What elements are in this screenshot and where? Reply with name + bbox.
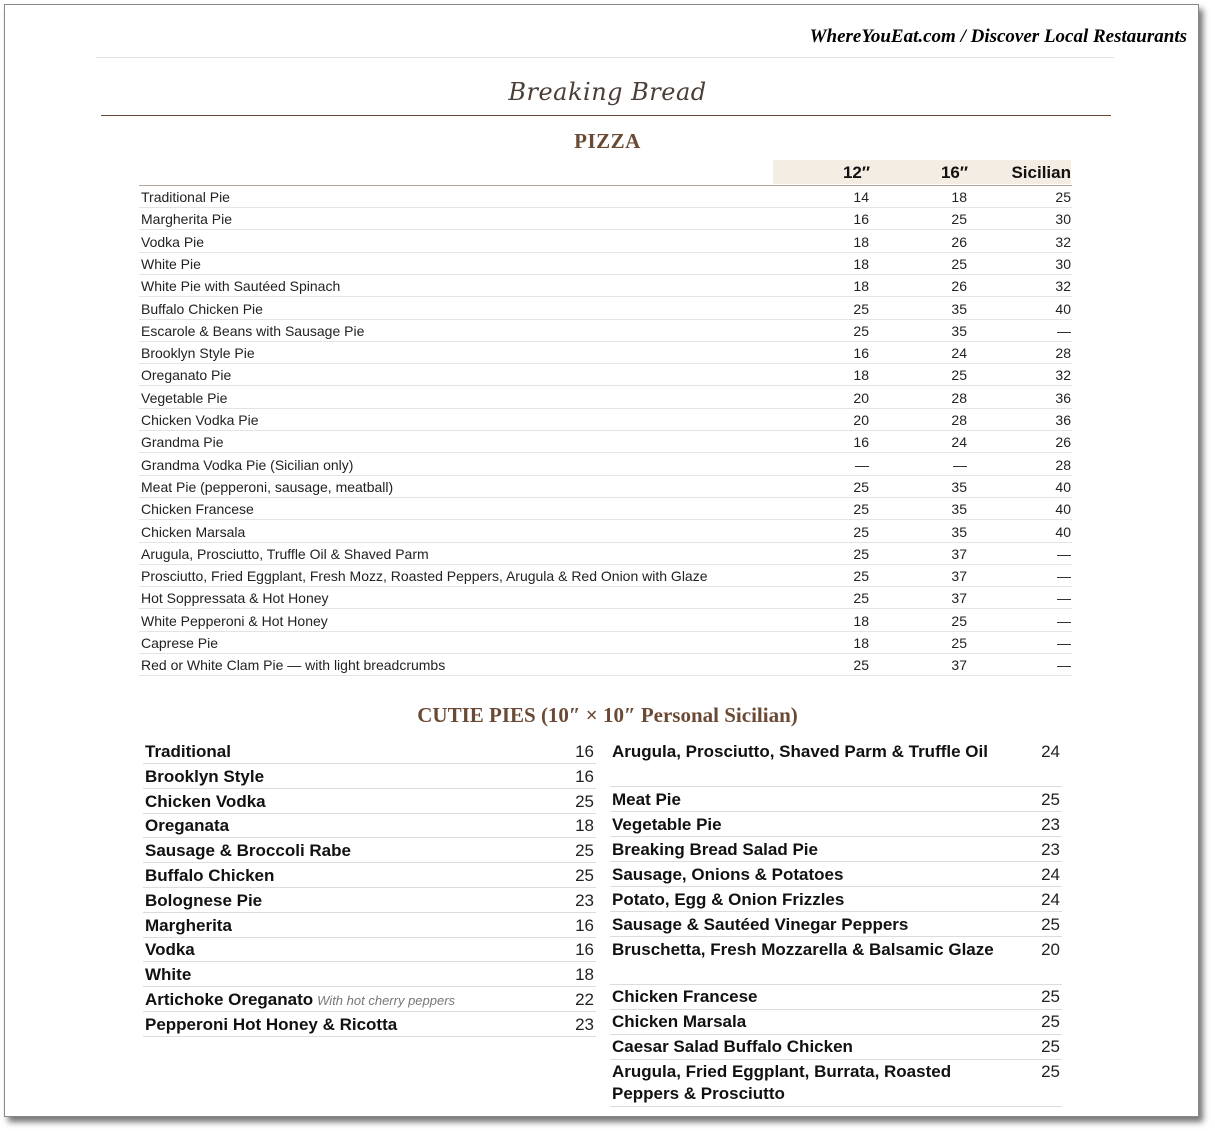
cutie-pie-note: With hot cherry peppers	[317, 993, 456, 1008]
cutie-pie-price: 25	[1041, 987, 1060, 1006]
price-12: 20	[853, 412, 869, 428]
restaurant-name: Breaking Bread	[508, 78, 707, 106]
pizza-row	[139, 565, 1072, 587]
price-16: 25	[951, 367, 967, 384]
pizza-item-name: Traditional Pie	[141, 189, 230, 205]
cutie-pie-name	[612, 789, 994, 811]
pizza-item-name: Meat Pie (pepperoni, sausage, meatball)	[141, 478, 394, 495]
pizza-item-name: Grandma Pie	[141, 434, 224, 451]
price-sicilian: 32	[1055, 233, 1071, 250]
cutie-pie-name	[145, 840, 528, 862]
cutie-pie-name-text: Oreganata	[145, 816, 230, 836]
pizza-section-title: PIZZA	[574, 129, 641, 153]
pizza-item-name: White Pie	[141, 255, 201, 272]
price-12: 25	[853, 523, 869, 540]
cutie-pie-name-text: Chicken Marsala	[612, 1012, 747, 1031]
price-12: 25	[853, 657, 869, 674]
cutie-pie-row	[143, 740, 596, 764]
pizza-item-name: Buffalo Chicken Pie	[141, 300, 263, 317]
pizza-item-name: Grandma Vodka Pie (Sicilian only)	[141, 456, 354, 473]
pizza-row	[139, 476, 1072, 498]
cutie-pie-name-text: Arugula, Fried Eggplant, Burrata, Roasted Peppers & Prosciutto	[612, 1062, 952, 1103]
cutie-pie-name-text: Sausage & Broccoli Rabe	[145, 841, 351, 861]
cutie-pie-price: 25	[575, 866, 594, 885]
price-12: 18	[853, 278, 869, 295]
price-sicilian: 30	[1055, 255, 1071, 272]
cutie-pie-price: 25	[1041, 914, 1060, 934]
price-sicilian: 36	[1055, 389, 1071, 406]
cutie-pie-price: 23	[575, 890, 594, 910]
cutie-pie-row	[610, 788, 1062, 813]
price-sicilian: —	[1057, 612, 1071, 629]
cutie-pie-price: 25	[1041, 1062, 1060, 1081]
pizza-row	[139, 587, 1072, 609]
pizza-item-name: Caprese Pie	[141, 635, 219, 651]
price-16: 26	[951, 233, 967, 250]
price-16: 24	[951, 345, 967, 362]
price-12: 18	[853, 255, 869, 272]
cutie-pie-row	[143, 765, 596, 789]
price-sicilian: 25	[1055, 189, 1071, 205]
cutie-pie-name	[145, 865, 528, 887]
pizza-row	[139, 543, 1072, 565]
price-16: 35	[951, 300, 967, 317]
price-16: 37	[951, 590, 967, 607]
price-12: 25	[853, 590, 869, 607]
price-12: 18	[853, 233, 869, 250]
cutie-pie-name-text: Chicken Vodka	[145, 791, 266, 811]
cutie-pie-name-text: Brooklyn Style	[145, 766, 265, 786]
cutie-pie-name-text: Sausage, Onions & Potatoes	[612, 864, 844, 884]
cutie-pie-name-text: Bolognese Pie	[145, 890, 263, 910]
price-sicilian: —	[1057, 568, 1071, 585]
cutie-pie-name-text: Bruschetta, Fresh Mozzarella & Balsamic Glaze	[612, 939, 994, 959]
cutie-pie-name	[612, 986, 994, 1008]
pizza-row	[139, 632, 1072, 654]
cutie-pie-row	[610, 913, 1062, 938]
cutie-pie-name	[145, 989, 528, 1012]
price-12: 25	[853, 322, 869, 339]
price-sicilian: —	[1057, 545, 1071, 562]
price-16: 25	[951, 255, 967, 272]
cutie-pie-price: 25	[1041, 789, 1060, 809]
pizza-row	[139, 208, 1072, 230]
pizza-row	[139, 454, 1072, 476]
cutie-pie-name	[145, 815, 528, 837]
price-16: 25	[951, 612, 967, 629]
column-header-sicilian: Sicilian	[1011, 163, 1071, 182]
cutie-pie-row	[143, 988, 596, 1012]
cutie-pie-price: 16	[575, 742, 594, 761]
cutie-pie-name	[145, 890, 528, 912]
pizza-item-name: Oreganato Pie	[141, 367, 232, 384]
cutie-pie-row	[610, 838, 1062, 863]
cutie-pie-price: 24	[1041, 889, 1060, 909]
price-12: 18	[853, 635, 869, 651]
cutie-pie-name-text: Pepperoni Hot Honey & Ricotta	[145, 1014, 398, 1034]
pizza-row	[139, 275, 1072, 297]
pizza-item-name: Brooklyn Style Pie	[141, 345, 255, 362]
price-16: 26	[951, 278, 967, 295]
site-watermark: WhereYouEat.com / Discover Local Restaurants	[809, 26, 1187, 47]
cutie-pie-price: 25	[1041, 1012, 1060, 1031]
pizza-item-name: Chicken Marsala	[141, 523, 246, 540]
cutie-pie-row	[143, 814, 596, 838]
cutie-pie-name	[612, 889, 994, 911]
price-sicilian: 30	[1055, 211, 1071, 228]
cutie-pie-name	[612, 741, 994, 763]
cutie-pie-row	[610, 1010, 1062, 1035]
cutie-pie-row	[610, 813, 1062, 838]
price-12: 16	[853, 434, 869, 451]
pizza-item-name: Arugula, Prosciutto, Truffle Oil & Shaved Parm	[141, 545, 429, 562]
price-16: 28	[951, 412, 967, 428]
price-12: 16	[853, 211, 869, 228]
cutie-pie-price: 25	[1041, 1037, 1060, 1056]
price-sicilian: 40	[1055, 478, 1071, 495]
price-sicilian: —	[1057, 590, 1071, 607]
cutie-pie-name	[612, 814, 994, 836]
cutie-pie-price: 23	[1041, 814, 1060, 834]
cutie-pie-row	[610, 888, 1062, 913]
cutie-pies-section-title: CUTIE PIES (10″ × 10″ Personal Sicilian)	[417, 703, 798, 727]
price-12: 18	[853, 367, 869, 384]
cutie-pie-name-text: Meat Pie	[612, 789, 681, 809]
top-divider	[96, 57, 1114, 58]
cutie-pie-name	[145, 1014, 528, 1036]
price-sicilian: 36	[1055, 412, 1071, 428]
cutie-pie-price: 25	[575, 841, 594, 861]
pizza-row	[139, 431, 1072, 453]
price-sicilian: 32	[1055, 367, 1071, 384]
price-sicilian: —	[1057, 322, 1071, 339]
cutie-pie-price: 20	[1041, 939, 1060, 959]
cutie-pie-name-text: Traditional	[145, 742, 231, 761]
cutie-pie-name-text: Vegetable Pie	[612, 814, 722, 834]
price-16: 35	[951, 478, 967, 495]
pizza-item-name: Hot Soppressata & Hot Honey	[141, 590, 329, 607]
cutie-pie-name-text: Chicken Francese	[612, 987, 758, 1006]
cutie-pie-name	[612, 914, 994, 936]
price-sicilian: 28	[1055, 456, 1071, 473]
cutie-pie-price: 24	[1041, 742, 1060, 761]
price-16: 18	[951, 189, 967, 205]
pizza-row	[139, 364, 1072, 386]
pizza-row	[139, 521, 1072, 543]
price-16: 37	[951, 545, 967, 562]
pizza-item-name: Prosciutto, Fried Eggplant, Fresh Mozz, Roasted Peppers, Arugula & Red Onion with Glaze	[141, 568, 708, 585]
pizza-item-name: Red or White Clam Pie — with light breadcrumbs	[141, 657, 446, 674]
cutie-pie-row	[143, 1013, 596, 1037]
pizza-row	[139, 186, 1072, 208]
pizza-item-name: Vegetable Pie	[141, 389, 228, 406]
price-12: 16	[853, 345, 869, 362]
price-12: 18	[853, 612, 869, 629]
cutie-pie-name-text: Buffalo Chicken	[145, 866, 275, 885]
cutie-pie-row	[610, 985, 1062, 1010]
cutie-pie-price: 23	[575, 1014, 594, 1034]
price-16: 25	[951, 635, 967, 651]
cutie-pie-name	[145, 741, 528, 763]
cutie-pie-price: 16	[575, 766, 594, 786]
cutie-pie-name-text: Artichoke Oreganato	[145, 990, 314, 1009]
cutie-pie-name	[145, 915, 528, 937]
cutie-pie-name	[612, 1036, 994, 1058]
pizza-row	[139, 654, 1072, 676]
cutie-pie-price: 18	[575, 816, 594, 836]
pizza-row	[139, 409, 1072, 431]
price-sicilian: —	[1057, 635, 1071, 651]
price-sicilian: 40	[1055, 300, 1071, 317]
cutie-pie-row	[143, 790, 596, 814]
price-12: 25	[853, 568, 869, 585]
cutie-pie-name-text: Potato, Egg & Onion Frizzles	[612, 889, 845, 909]
cutie-pie-name	[612, 939, 994, 961]
cutie-pie-row	[143, 839, 596, 863]
cutie-pie-row	[610, 1035, 1062, 1060]
price-sicilian: —	[1057, 657, 1071, 674]
price-12: 25	[853, 478, 869, 495]
price-12: 25	[853, 545, 869, 562]
cutie-pie-name	[612, 1061, 994, 1105]
price-12: —	[855, 456, 869, 473]
price-sicilian: 40	[1055, 501, 1071, 518]
cutie-pie-name-text: White	[145, 965, 192, 985]
pizza-row	[139, 387, 1072, 409]
cutie-pie-row	[143, 864, 596, 888]
cutie-pie-row	[143, 938, 596, 962]
cutie-pie-row	[143, 963, 596, 987]
column-header-12: 12″	[842, 163, 870, 182]
price-sicilian: 26	[1055, 434, 1071, 451]
price-12: 20	[853, 389, 869, 406]
cutie-pie-name	[145, 939, 528, 961]
pizza-item-name: Escarole & Beans with Sausage Pie	[141, 322, 365, 339]
price-sicilian: 32	[1055, 278, 1071, 295]
price-16: 37	[951, 657, 967, 674]
cutie-pie-name-text: Sausage & Sautéed Vinegar Peppers	[612, 914, 909, 934]
pizza-row	[139, 610, 1072, 632]
cutie-pie-row	[143, 889, 596, 913]
cutie-pie-row	[610, 740, 1062, 787]
cutie-pie-row	[610, 1060, 1062, 1107]
pizza-row	[139, 298, 1072, 320]
cutie-pie-name-text: Caesar Salad Buffalo Chicken	[612, 1037, 853, 1056]
price-12: 25	[853, 300, 869, 317]
cutie-pie-name	[612, 1011, 994, 1033]
price-sicilian: 40	[1055, 523, 1071, 540]
cutie-pie-price: 25	[575, 791, 594, 811]
price-12: 14	[853, 189, 869, 205]
pizza-item-name: Margherita Pie	[141, 211, 233, 228]
price-16: 28	[951, 389, 967, 406]
cutie-pie-name-text: Margherita	[145, 915, 232, 935]
pizza-row	[139, 253, 1072, 275]
pizza-row	[139, 320, 1072, 342]
cutie-pie-name-text: Arugula, Prosciutto, Shaved Parm & Truffle Oil	[612, 742, 988, 761]
price-16: 24	[951, 434, 967, 451]
price-16: 25	[951, 211, 967, 228]
cutie-pie-name-text: Vodka	[145, 940, 195, 960]
price-16: 37	[951, 568, 967, 585]
cutie-pie-name	[145, 964, 528, 986]
cutie-pie-row	[143, 914, 596, 938]
cutie-pie-name	[612, 839, 994, 861]
price-16: —	[953, 456, 967, 473]
column-header-16: 16″	[940, 163, 968, 182]
cutie-pie-price: 18	[575, 965, 594, 985]
cutie-pie-row	[610, 863, 1062, 888]
price-16: 35	[951, 501, 967, 518]
cutie-pie-name	[612, 864, 994, 886]
cutie-pie-name	[145, 791, 528, 813]
price-16: 35	[951, 322, 967, 339]
pizza-item-name: Chicken Francese	[141, 501, 254, 518]
pizza-row	[139, 342, 1072, 364]
cutie-pie-name-text: Breaking Bread Salad Pie	[612, 839, 818, 859]
price-sicilian: 28	[1055, 345, 1071, 362]
cutie-pie-price: 22	[575, 990, 594, 1009]
pizza-item-name: White Pie with Sautéed Spinach	[141, 278, 341, 295]
cutie-pie-row	[610, 938, 1062, 985]
cutie-pie-price: 23	[1041, 839, 1060, 859]
cutie-pie-price: 16	[575, 940, 594, 960]
cutie-pie-price: 24	[1041, 864, 1060, 884]
cutie-pie-price: 16	[575, 915, 594, 935]
pizza-item-name: Vodka Pie	[141, 233, 205, 250]
brand-divider	[101, 115, 1111, 116]
pizza-row	[139, 231, 1072, 253]
pizza-item-name: White Pepperoni & Hot Honey	[141, 612, 328, 629]
pizza-row	[139, 498, 1072, 520]
price-16: 35	[951, 523, 967, 540]
cutie-pie-name	[145, 766, 528, 788]
pizza-item-name: Chicken Vodka Pie	[141, 412, 259, 428]
price-12: 25	[853, 501, 869, 518]
